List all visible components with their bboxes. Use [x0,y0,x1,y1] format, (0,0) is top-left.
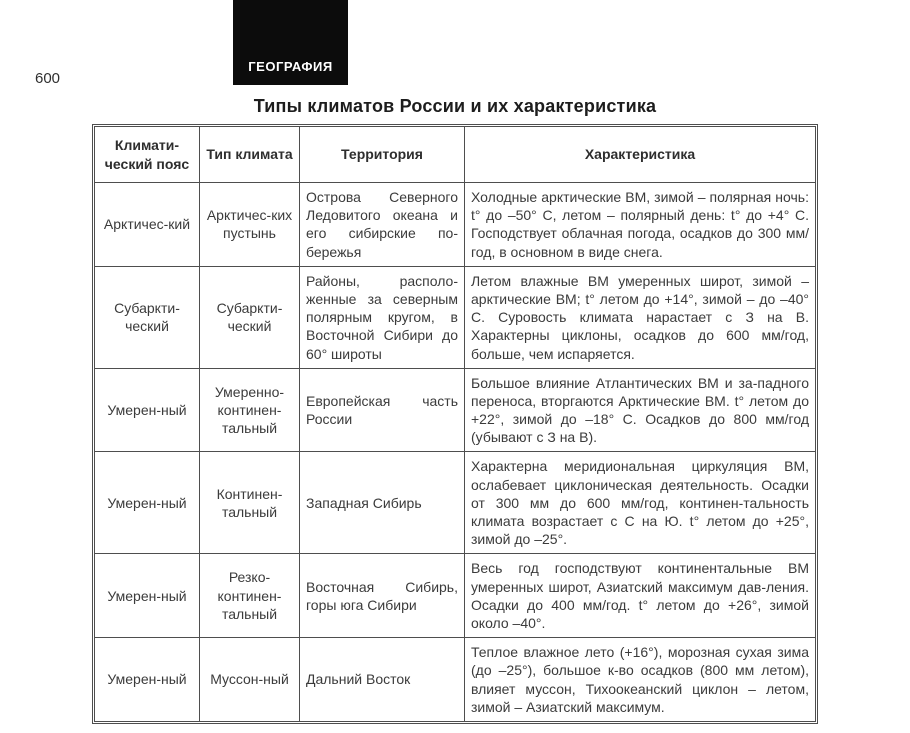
table-row [95,452,816,554]
table-row [95,266,816,368]
page-number: 600 [35,70,61,87]
cell-characteristics: Весь год господствуют континентальные ВМ умеренных широт, Азиатский максимум дав-ления. Осадки до 400 мм/год. t° летом до +26°, зимой около –40°. [465,554,816,638]
cell-territory: Острова Северного Ледовитого океана и его сибирские по-бережья [300,183,465,267]
cell-territory: Восточная Сибирь, горы юга Сибири [300,554,465,638]
cell-territory: Дальний Восток [300,638,465,722]
cell-zone: Умерен-ный [95,368,200,452]
column-header-climate-zone: Климати-ческий пояс [95,127,200,183]
cell-type: Умеренно-континен-тальный [200,368,300,452]
table-row [95,183,816,267]
cell-type: Муссон-ный [200,638,300,722]
cell-type: Субаркти-ческий [200,266,300,368]
table-row [95,554,816,638]
cell-zone: Арктичес-кий [95,183,200,267]
cell-characteristics: Теплое влажное лето (+16°), морозная сухая зима (до –25°), большое к-во осадков (800 мм летом), влияет муссон, Тихоокеанский циклон – летом, зимой – Азиатский максимум. [465,638,816,722]
cell-zone: Умерен-ный [95,554,200,638]
cell-type: Резко-континен-тальный [200,554,300,638]
table-row [95,368,816,452]
book-logo-box [233,0,348,85]
column-header-characteristics: Характеристика [465,127,816,183]
cell-characteristics: Летом влажные ВМ умеренных широт, зимой – арктические ВМ; t° летом до +14°, зимой – до –40° С. Суровость климата нарастает с З на В. Характерны циклоны, осадков до 600 мм/год, больше, чем испаряется. [465,266,816,368]
cell-characteristics: Большое влияние Атлантических ВМ и за-падного переноса, вторгаются Арктические ВМ. t° летом до +22°, зимой до –18° С. Осадков до 800 мм/год (убывают с З на В). [465,368,816,452]
page-title: Типы климатов России и их характеристика [253,96,657,116]
cell-territory: Европейская часть России [300,368,465,452]
table-header-row [95,127,816,183]
cell-zone: Умерен-ный [95,452,200,554]
cell-territory: Западная Сибирь [300,452,465,554]
cell-territory: Районы, располо-женные за северным полярным кругом, в Восточной Сибири до 60° широты [300,266,465,368]
book-logo-label: ГЕОГРАФИЯ [248,59,333,74]
cell-zone: Умерен-ный [95,638,200,722]
cell-characteristics: Характерна меридиональная циркуляция ВМ, ослабевает циклоническая деятельность. Осадки от 300 мм до 600 мм/год, континен-тальность климата возрастает с С на Ю. t° летом до +25°, зимой до –25°. [465,452,816,554]
cell-type: Арктичес-ких пустынь [200,183,300,267]
climate-table-frame [92,124,818,724]
climate-table [94,126,816,722]
cell-zone: Субаркти-ческий [95,266,200,368]
cell-characteristics: Холодные арктические ВМ, зимой – полярная ночь: t° до –50° С, летом – полярный день: t° до +4° С. Господствует облачная погода, осадков до 300 мм/год, в основном в виде снега. [465,183,816,267]
column-header-territory: Территория [300,127,465,183]
column-header-climate-type: Тип климата [200,127,300,183]
table-row [95,638,816,722]
cell-type: Континен-тальный [200,452,300,554]
